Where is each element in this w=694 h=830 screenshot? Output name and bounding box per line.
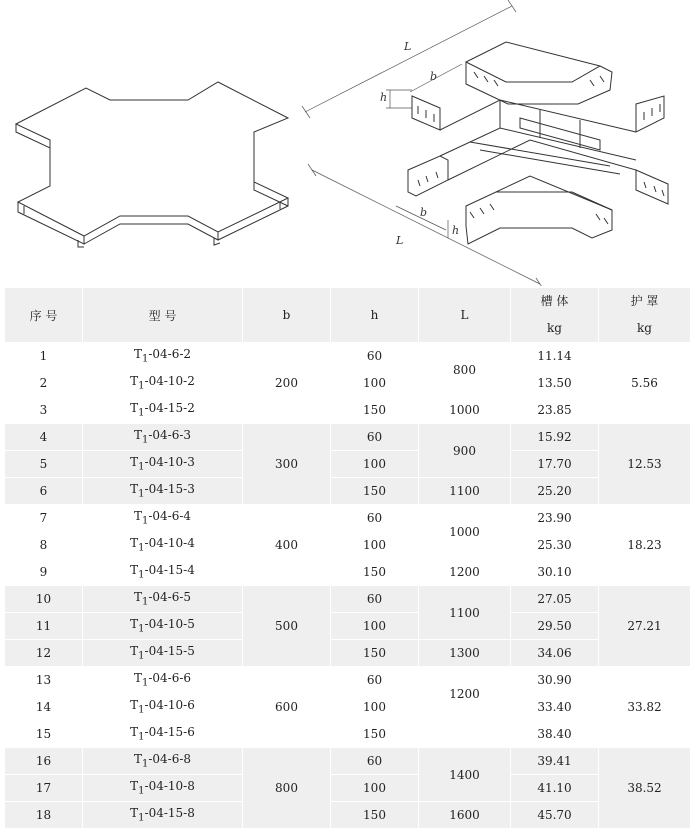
cell-model: $T_1-04-6-6$ — [83, 667, 243, 694]
cross-cover-drawing — [16, 82, 288, 247]
cell-model: $T_1-04-10-8$ — [83, 775, 243, 802]
cell-model: $T_1-04-6-4$ — [83, 505, 243, 532]
cell-model: $T_1-04-15-6$ — [83, 721, 243, 748]
cell-model-code: 04-15-5 — [148, 644, 195, 659]
table-row — [5, 640, 691, 667]
cell-tray: 17.70 — [511, 451, 599, 478]
table-row — [5, 370, 691, 397]
cell-h: 100 — [331, 532, 419, 559]
dim-label-h-bottom: h — [452, 224, 460, 237]
header-cover-name: 护 罩 — [630, 294, 659, 308]
cell-model-code: 04-15-4 — [148, 563, 195, 578]
header-L: L — [419, 288, 511, 343]
cell-seq: 11 — [5, 613, 83, 640]
cell-h: 60 — [331, 505, 419, 532]
cell-model-code: 04-15-8 — [148, 806, 195, 821]
cell-h: 100 — [331, 370, 419, 397]
cell-model: $T_1-04-10-2$ — [83, 370, 243, 397]
cell-tray: 30.10 — [511, 559, 599, 586]
cell-seq: 2 — [5, 370, 83, 397]
cell-h: 150 — [331, 478, 419, 505]
cell-seq: 17 — [5, 775, 83, 802]
cell-model-code: 04-6-4 — [152, 509, 192, 524]
cell-tray: 34.06 — [511, 640, 599, 667]
cell-model-code: 04-6-2 — [152, 347, 192, 362]
cell-tray: 39.41 — [511, 748, 599, 775]
table-row — [5, 667, 691, 694]
cell-tray: 33.40 — [511, 694, 599, 721]
dim-label-L-top: L — [404, 40, 412, 53]
dim-label-h-top: h — [380, 91, 388, 104]
table-header-row — [5, 288, 691, 343]
cell-model: $T_1-04-15-5$ — [83, 640, 243, 667]
cell-seq: 16 — [5, 748, 83, 775]
table-row — [5, 721, 691, 748]
cell-cover: 27.21 — [599, 586, 691, 667]
cell-tray: 38.40 — [511, 721, 599, 748]
cell-h: 100 — [331, 775, 419, 802]
cell-seq: 4 — [5, 424, 83, 451]
cell-seq: 6 — [5, 478, 83, 505]
cell-model: $T_1-04-6-2$ — [83, 343, 243, 370]
cell-seq: 8 — [5, 532, 83, 559]
cell-cover: 12.53 — [599, 424, 691, 505]
table-row — [5, 802, 691, 829]
cell-model-code: 04-15-3 — [148, 482, 195, 497]
cell-tray: 13.50 — [511, 370, 599, 397]
cell-model-code: 04-6-5 — [152, 590, 192, 605]
table-row — [5, 478, 691, 505]
header-cover-weight — [599, 288, 691, 343]
cell-seq: 15 — [5, 721, 83, 748]
cell-L: 1000 — [419, 505, 511, 559]
cell-h: 60 — [331, 424, 419, 451]
cell-b: 600 — [243, 667, 331, 748]
table-row — [5, 694, 691, 721]
cell-h: 100 — [331, 694, 419, 721]
cell-L: 1400 — [419, 748, 511, 802]
header-tray-name: 槽 体 — [540, 294, 569, 308]
dim-label-L-bottom: L — [396, 234, 404, 247]
cell-tray: 15.92 — [511, 424, 599, 451]
table-row — [5, 451, 691, 478]
cell-seq: 1 — [5, 343, 83, 370]
cell-h: 60 — [331, 667, 419, 694]
cell-seq: 13 — [5, 667, 83, 694]
cell-model: $T_1-04-10-6$ — [83, 694, 243, 721]
table-row — [5, 613, 691, 640]
cell-L: 900 — [419, 424, 511, 478]
cell-h: 60 — [331, 586, 419, 613]
cell-model-code: 04-10-3 — [148, 455, 195, 470]
cell-seq: 14 — [5, 694, 83, 721]
cell-model-code: 04-6-3 — [152, 428, 192, 443]
table-row — [5, 586, 691, 613]
cell-tray: 25.30 — [511, 532, 599, 559]
cell-model: $T_1-04-15-2$ — [83, 397, 243, 424]
cell-model-code: 04-6-6 — [152, 671, 192, 686]
cell-model: $T_1-04-10-3$ — [83, 451, 243, 478]
cell-L: 1200 — [419, 559, 511, 586]
cell-h: 100 — [331, 451, 419, 478]
cell-model-code: 04-10-5 — [148, 617, 195, 632]
cell-h: 150 — [331, 559, 419, 586]
cell-model-code: 04-10-8 — [148, 779, 195, 794]
spec-table — [4, 287, 691, 829]
cell-b: 400 — [243, 505, 331, 586]
cell-L: 800 — [419, 343, 511, 397]
table-row — [5, 559, 691, 586]
cell-model: $T_1-04-6-3$ — [83, 424, 243, 451]
cell-model-code: 04-10-6 — [148, 698, 195, 713]
cell-seq: 12 — [5, 640, 83, 667]
cell-model-code: 04-15-2 — [148, 401, 195, 416]
cell-h: 100 — [331, 613, 419, 640]
cell-model: $T_1-04-10-5$ — [83, 613, 243, 640]
cell-model-code: 04-10-2 — [148, 374, 195, 389]
header-tray-weight — [511, 288, 599, 343]
cell-tray: 23.85 — [511, 397, 599, 424]
cell-seq: 10 — [5, 586, 83, 613]
header-h: h — [331, 288, 419, 343]
cell-model-code: 04-6-8 — [152, 752, 192, 767]
cell-seq: 3 — [5, 397, 83, 424]
cell-cover: 18.23 — [599, 505, 691, 586]
cell-model-code: 04-10-4 — [148, 536, 195, 551]
cell-b: 500 — [243, 586, 331, 667]
table-row — [5, 424, 691, 451]
cell-b: 300 — [243, 424, 331, 505]
cell-model: $T_1-04-15-8$ — [83, 802, 243, 829]
cell-cover: 5.56 — [599, 343, 691, 424]
cell-h: 150 — [331, 397, 419, 424]
cell-tray: 27.05 — [511, 586, 599, 613]
table-row — [5, 505, 691, 532]
cell-tray: 41.10 — [511, 775, 599, 802]
cell-model: $T_1-04-10-4$ — [83, 532, 243, 559]
cell-h: 60 — [331, 343, 419, 370]
table-row — [5, 748, 691, 775]
table-row — [5, 532, 691, 559]
table-row — [5, 775, 691, 802]
cell-seq: 9 — [5, 559, 83, 586]
cell-tray: 30.90 — [511, 667, 599, 694]
cell-L: 1000 — [419, 397, 511, 424]
cell-tray: 11.14 — [511, 343, 599, 370]
cell-L — [419, 721, 511, 748]
cell-seq: 7 — [5, 505, 83, 532]
cell-h: 60 — [331, 748, 419, 775]
cell-model-code: 04-15-6 — [148, 725, 195, 740]
cell-model: $T_1-04-6-5$ — [83, 586, 243, 613]
dim-label-b-bottom: b — [420, 206, 428, 219]
header-cover-unit: kg — [637, 321, 652, 335]
cell-tray: 23.90 — [511, 505, 599, 532]
ladder-cross-tray-drawing — [302, 0, 668, 286]
header-tray-unit: kg — [547, 321, 562, 335]
cell-L: 1100 — [419, 586, 511, 640]
header-seq: 序 号 — [5, 288, 83, 343]
cell-L: 1300 — [419, 640, 511, 667]
cell-model: $T_1-04-15-3$ — [83, 478, 243, 505]
cell-tray: 45.70 — [511, 802, 599, 829]
cell-L: 1600 — [419, 802, 511, 829]
cell-b: 200 — [243, 343, 331, 424]
table-row — [5, 343, 691, 370]
product-drawing — [0, 0, 694, 286]
cell-model: $T_1-04-6-8$ — [83, 748, 243, 775]
cell-b: 800 — [243, 748, 331, 829]
cell-cover: 33.82 — [599, 667, 691, 748]
cell-cover: 38.52 — [599, 748, 691, 829]
cell-h: 150 — [331, 802, 419, 829]
cell-seq: 5 — [5, 451, 83, 478]
dim-label-b-top: b — [430, 70, 438, 83]
table-row — [5, 397, 691, 424]
header-b: b — [243, 288, 331, 343]
cell-h: 150 — [331, 640, 419, 667]
cell-seq: 18 — [5, 802, 83, 829]
cell-L: 1100 — [419, 478, 511, 505]
cell-tray: 29.50 — [511, 613, 599, 640]
cell-tray: 25.20 — [511, 478, 599, 505]
cell-L: 1200 — [419, 667, 511, 721]
cell-model: $T_1-04-15-4$ — [83, 559, 243, 586]
cell-h: 150 — [331, 721, 419, 748]
header-model: 型 号 — [83, 288, 243, 343]
